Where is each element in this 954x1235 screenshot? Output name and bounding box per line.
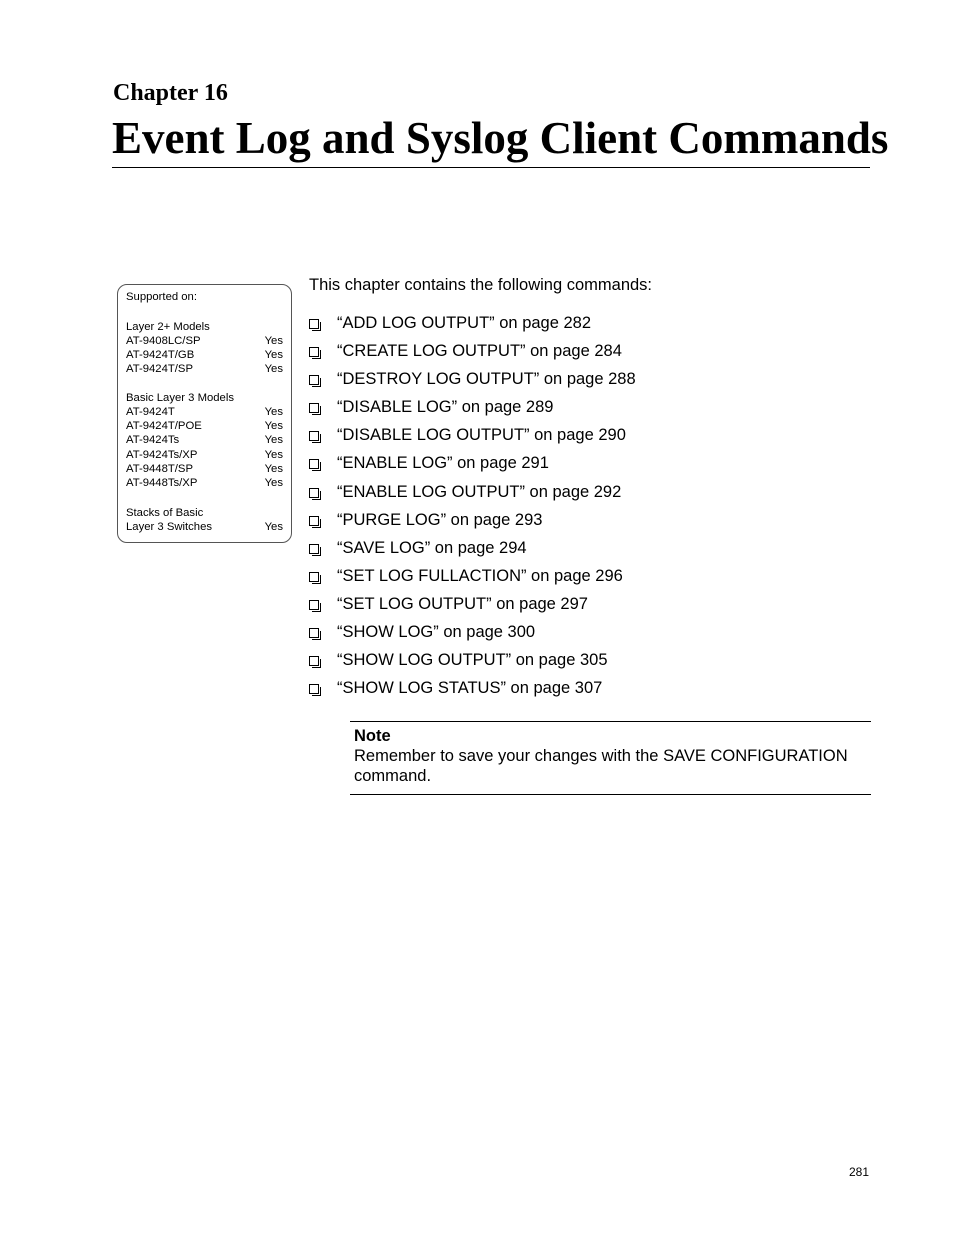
command-item[interactable] (309, 341, 636, 369)
checkbox-bullet-icon (309, 488, 319, 498)
checkbox-bullet-icon (309, 628, 319, 638)
command-item[interactable] (309, 566, 636, 594)
command-link[interactable]: “ENABLE LOG” on page 291 (337, 454, 549, 473)
command-link[interactable]: “SET LOG OUTPUT” on page 297 (337, 594, 588, 613)
command-link[interactable]: “DESTROY LOG OUTPUT” on page 288 (337, 370, 636, 389)
checkbox-bullet-icon (309, 656, 319, 666)
command-item[interactable] (309, 313, 636, 341)
checkbox-bullet-icon (309, 684, 319, 694)
command-item[interactable] (309, 369, 636, 397)
checkbox-bullet-icon (309, 347, 319, 357)
command-item[interactable] (309, 397, 636, 425)
command-link[interactable]: “ENABLE LOG OUTPUT” on page 292 (337, 482, 622, 501)
command-item[interactable] (309, 425, 636, 453)
model-row: AT-9424T/GB Yes (126, 349, 283, 361)
supported-on-heading: Supported on: (126, 291, 197, 303)
page-number: 281 (849, 1165, 870, 1179)
command-link[interactable]: “CREATE LOG OUTPUT” on page 284 (337, 342, 622, 361)
checkbox-bullet-icon (309, 459, 319, 469)
chapter-title: Event Log and Syslog Client Commands (112, 113, 889, 163)
command-link[interactable]: “SHOW LOG OUTPUT” on page 305 (337, 651, 608, 670)
note-heading: Note (354, 727, 391, 745)
model-row: AT-9448T/SP Yes (126, 463, 283, 475)
supported-on-box (117, 284, 292, 543)
model-row: AT-9448Ts/XP Yes (126, 477, 283, 489)
model-row: AT-9424T/SP Yes (126, 363, 283, 375)
note-box (350, 721, 871, 795)
checkbox-bullet-icon (309, 431, 319, 441)
command-link[interactable]: “PURGE LOG” on page 293 (337, 510, 543, 529)
command-item[interactable] (309, 482, 636, 510)
checkbox-bullet-icon (309, 403, 319, 413)
title-divider (112, 167, 870, 168)
group-title: Stacks of Basic (126, 507, 204, 519)
model-row: AT-9424Ts Yes (126, 434, 283, 446)
model-row: AT-9424T/POE Yes (126, 420, 283, 432)
checkbox-bullet-icon (309, 319, 319, 329)
model-row: Layer 3 Switches Yes (126, 521, 283, 533)
command-item[interactable] (309, 510, 636, 538)
group-title: Layer 2+ Models (126, 321, 210, 333)
note-text: Remember to save your changes with the SAVE CONFIGURATION command. (354, 747, 848, 785)
command-list (309, 313, 636, 706)
command-link[interactable]: “SAVE LOG” on page 294 (337, 538, 527, 557)
command-item[interactable] (309, 678, 636, 706)
command-link[interactable]: “SHOW LOG” on page 300 (337, 623, 536, 642)
model-row: AT-9408LC/SP Yes (126, 335, 283, 347)
command-item[interactable] (309, 650, 636, 678)
model-row: AT-9424T Yes (126, 406, 283, 418)
group-title: Basic Layer 3 Models (126, 392, 234, 404)
command-item[interactable] (309, 622, 636, 650)
command-link[interactable]: “DISABLE LOG OUTPUT” on page 290 (337, 426, 626, 445)
model-row: AT-9424Ts/XP Yes (126, 449, 283, 461)
checkbox-bullet-icon (309, 516, 319, 526)
checkbox-bullet-icon (309, 600, 319, 610)
command-item[interactable] (309, 538, 636, 566)
checkbox-bullet-icon (309, 375, 319, 385)
checkbox-bullet-icon (309, 544, 319, 554)
checkbox-bullet-icon (309, 572, 319, 582)
command-item[interactable] (309, 594, 636, 622)
command-item[interactable] (309, 453, 636, 481)
command-link[interactable]: “SHOW LOG STATUS” on page 307 (337, 679, 603, 698)
command-link[interactable]: “SET LOG FULLACTION” on page 296 (337, 566, 623, 585)
intro-text: This chapter contains the following commands: (309, 276, 653, 294)
chapter-label: Chapter 16 (113, 80, 228, 106)
command-link[interactable]: “ADD LOG OUTPUT” on page 282 (337, 314, 592, 332)
command-link[interactable]: “DISABLE LOG” on page 289 (337, 398, 554, 417)
